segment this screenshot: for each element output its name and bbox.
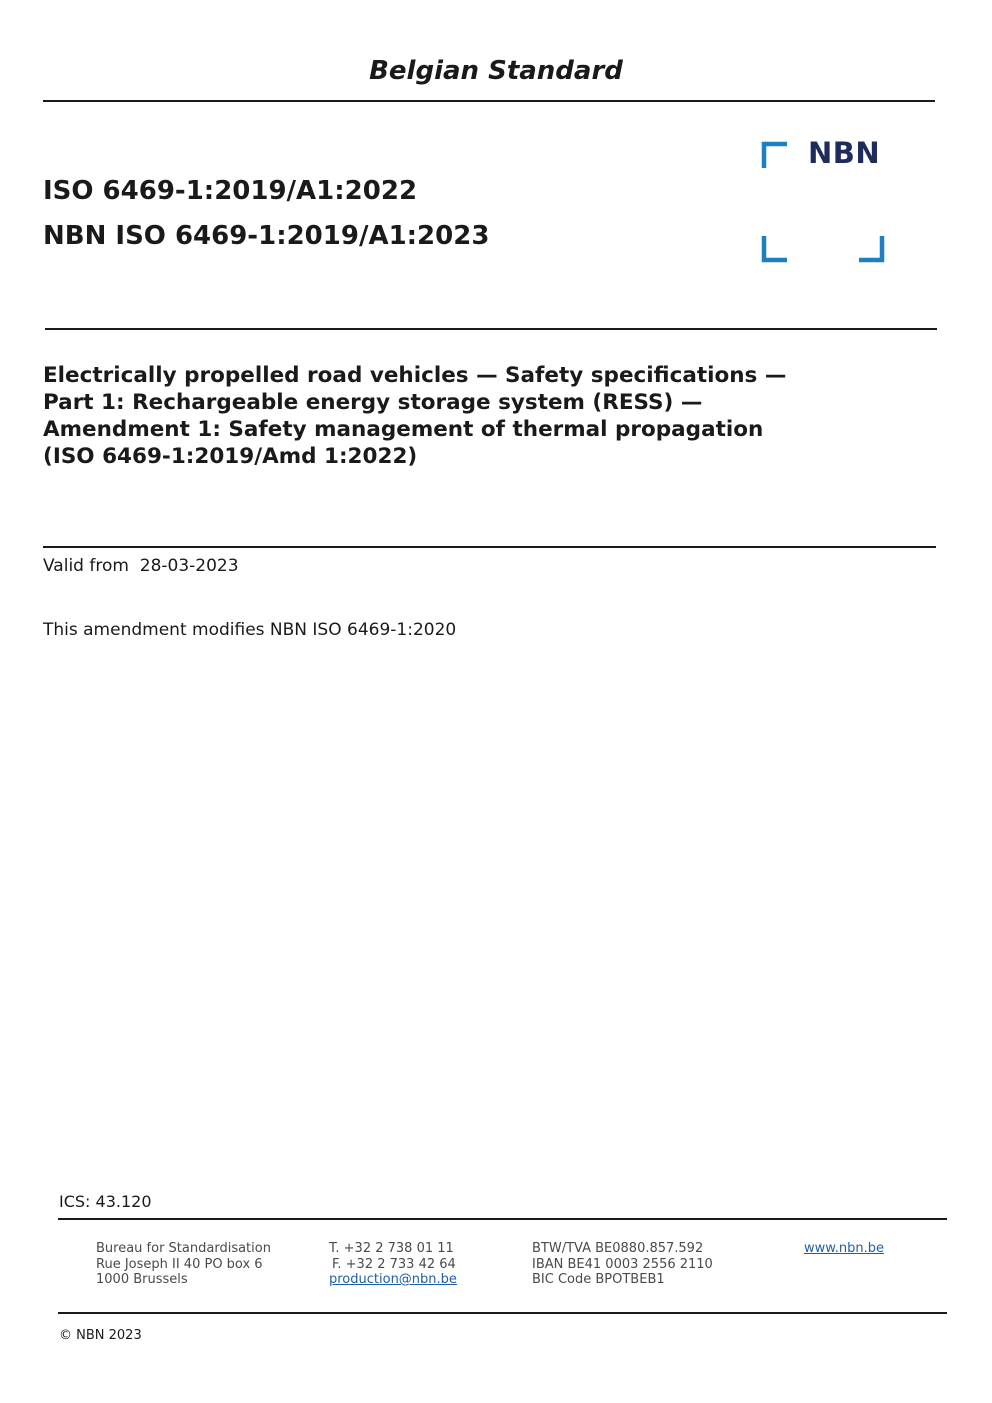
section-divider-1 — [45, 328, 937, 330]
logo-bracket-bottom-right — [859, 236, 882, 260]
phone-number: T. +32 2 738 01 11 — [329, 1241, 454, 1256]
email-link[interactable]: production@nbn.be — [329, 1272, 457, 1287]
title-line: (ISO 6469-1:2019/Amd 1:2022) — [43, 444, 418, 469]
section-divider-2 — [43, 546, 936, 548]
standard-title — [43, 362, 943, 470]
address-line: 1000 Brussels — [96, 1272, 188, 1287]
header-divider — [43, 100, 935, 102]
address-line: Bureau for Standardisation — [96, 1241, 271, 1256]
title-line: Amendment 1: Safety management of thermal propagation — [43, 417, 764, 442]
bic-code: BIC Code BPOTBEB1 — [532, 1272, 665, 1287]
amendment-note: This amendment modifies NBN ISO 6469-1:2020 — [43, 620, 457, 640]
footer-divider-top — [58, 1218, 947, 1220]
footer-address — [96, 1241, 271, 1288]
ics-code: ICS: 43.120 — [59, 1192, 152, 1211]
title-line: Electrically propelled road vehicles — Safety specifications — — [43, 363, 787, 388]
vat-number: BTW/TVA BE0880.857.592 — [532, 1241, 704, 1256]
fax-number: F. +32 2 733 42 64 — [332, 1256, 456, 1272]
footer-website — [804, 1241, 884, 1257]
iban: IBAN BE41 0003 2556 2110 — [532, 1256, 713, 1272]
logo-bracket-top-left — [764, 144, 787, 168]
validity-date: 28-03-2023 — [139, 556, 239, 576]
title-line: Part 1: Rechargeable energy storage system (RESS) — — [43, 390, 703, 415]
validity-statement — [43, 556, 239, 576]
address-line: Rue Joseph II 40 PO box 6 — [96, 1256, 263, 1272]
logo-bracket-bottom-left — [764, 236, 787, 260]
document-header-title: Belgian Standard — [369, 56, 623, 86]
footer-contact — [329, 1241, 457, 1288]
validity-label: Valid from — [43, 556, 129, 576]
website-link[interactable]: www.nbn.be — [804, 1241, 884, 1256]
nbn-logo-text: NBN — [808, 136, 881, 170]
nbn-standard-code: NBN ISO 6469-1:2019/A1:2023 — [43, 221, 490, 251]
copyright-notice: © NBN 2023 — [59, 1328, 142, 1343]
footer-bank — [532, 1241, 713, 1288]
footer-divider-bottom — [58, 1312, 947, 1314]
iso-standard-code: ISO 6469-1:2019/A1:2022 — [43, 176, 418, 206]
